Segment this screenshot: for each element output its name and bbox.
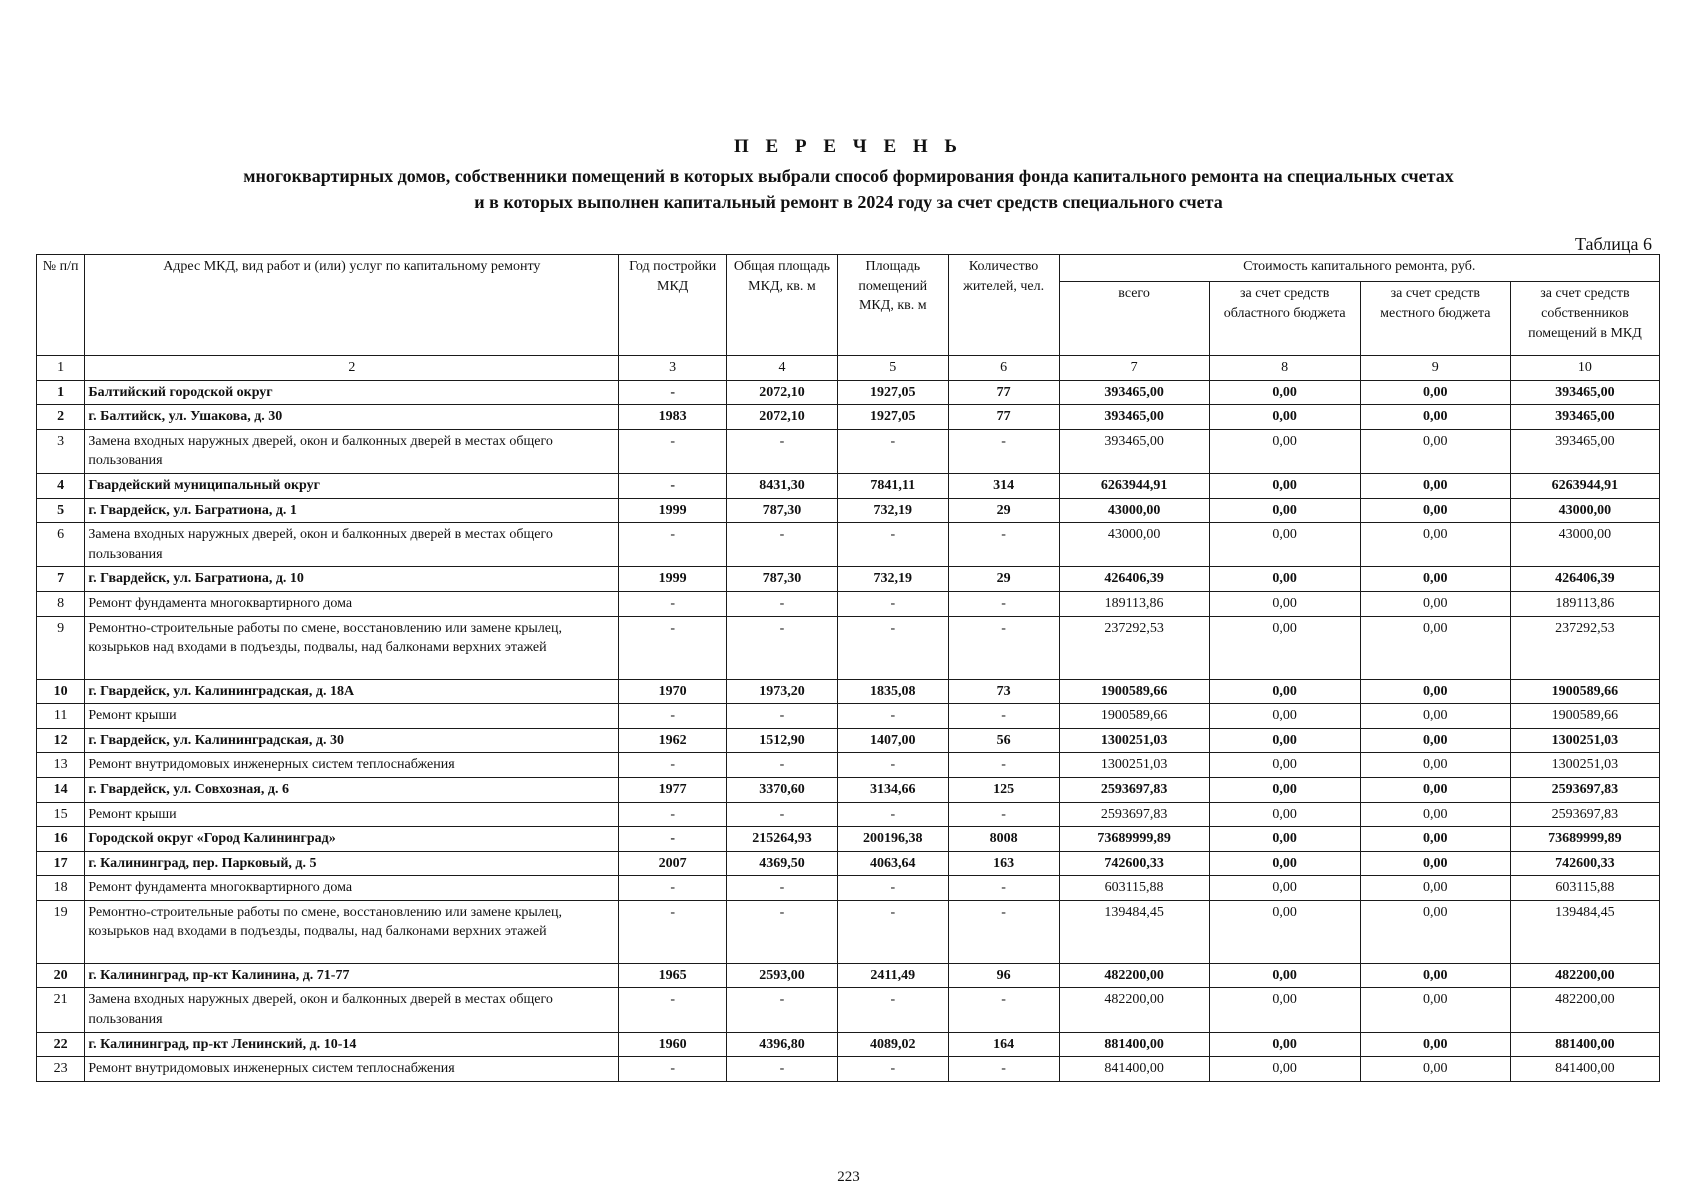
- table-row: [37, 616, 1660, 679]
- row-cost-total: 43000,00: [1059, 498, 1209, 523]
- row-address: Ремонт внутридомовых инженерных систем теплоснабжения: [85, 1057, 619, 1082]
- table-row: [37, 473, 1660, 498]
- row-cost-regional: 0,00: [1209, 567, 1360, 592]
- row-cost-total: 139484,45: [1059, 900, 1209, 963]
- row-total-area: 1973,20: [727, 679, 838, 704]
- row-cost-local: 0,00: [1360, 900, 1510, 963]
- row-cost-total: 742600,33: [1059, 851, 1209, 876]
- table-row: [37, 876, 1660, 901]
- row-cost-regional: 0,00: [1209, 380, 1360, 405]
- row-residents: 163: [948, 851, 1059, 876]
- column-number: 9: [1360, 356, 1510, 381]
- table-row: [37, 827, 1660, 852]
- row-number: 6: [37, 523, 85, 567]
- column-number: 1: [37, 356, 85, 381]
- row-premises-area: 2411,49: [837, 963, 948, 988]
- row-cost-regional: 0,00: [1209, 900, 1360, 963]
- row-address: Замена входных наружных дверей, окон и балконных дверей в местах общего пользования: [85, 988, 619, 1032]
- row-cost-owners: 482200,00: [1510, 988, 1659, 1032]
- row-residents: 29: [948, 498, 1059, 523]
- column-number: 4: [727, 356, 838, 381]
- row-premises-area: 732,19: [837, 567, 948, 592]
- row-cost-local: 0,00: [1360, 1032, 1510, 1057]
- row-premises-area: 1927,05: [837, 405, 948, 430]
- row-residents: -: [948, 753, 1059, 778]
- table-row: [37, 591, 1660, 616]
- row-year: -: [619, 616, 727, 679]
- document-subtitle-line-1: многоквартирных домов, собственники помещений в которых выбрали способ формирования фонда капитального ремонта на специальных счетах: [243, 166, 1454, 186]
- row-year: 1999: [619, 567, 727, 592]
- row-year: -: [619, 473, 727, 498]
- row-cost-owners: 1900589,66: [1510, 679, 1659, 704]
- table-row: [37, 405, 1660, 430]
- row-cost-total: 2593697,83: [1059, 802, 1209, 827]
- row-year: 1960: [619, 1032, 727, 1057]
- row-cost-local: 0,00: [1360, 523, 1510, 567]
- row-number: 11: [37, 704, 85, 729]
- table-row: [37, 704, 1660, 729]
- row-premises-area: -: [837, 753, 948, 778]
- row-year: -: [619, 988, 727, 1032]
- row-cost-owners: 2593697,83: [1510, 802, 1659, 827]
- row-cost-local: 0,00: [1360, 827, 1510, 852]
- row-total-area: 787,30: [727, 498, 838, 523]
- col-header-cost-regional: за счет средств областного бюджета: [1209, 282, 1360, 356]
- row-cost-total: 1300251,03: [1059, 728, 1209, 753]
- row-cost-total: 2593697,83: [1059, 777, 1209, 802]
- row-address: Городской округ «Город Калининград»: [85, 827, 619, 852]
- row-cost-regional: 0,00: [1209, 1057, 1360, 1082]
- row-number: 15: [37, 802, 85, 827]
- row-cost-total: 393465,00: [1059, 380, 1209, 405]
- row-cost-regional: 0,00: [1209, 876, 1360, 901]
- row-cost-owners: 1900589,66: [1510, 704, 1659, 729]
- row-year: 2007: [619, 851, 727, 876]
- row-residents: -: [948, 802, 1059, 827]
- row-year: -: [619, 876, 727, 901]
- row-number: 1: [37, 380, 85, 405]
- row-cost-owners: 482200,00: [1510, 963, 1659, 988]
- row-cost-owners: 189113,86: [1510, 591, 1659, 616]
- row-cost-local: 0,00: [1360, 728, 1510, 753]
- column-number: 2: [85, 356, 619, 381]
- row-address: г. Калининград, пр-кт Ленинский, д. 10-14: [85, 1032, 619, 1057]
- row-premises-area: 7841,11: [837, 473, 948, 498]
- row-total-area: 8431,30: [727, 473, 838, 498]
- row-cost-owners: 393465,00: [1510, 405, 1659, 430]
- row-cost-regional: 0,00: [1209, 753, 1360, 778]
- row-cost-local: 0,00: [1360, 876, 1510, 901]
- row-cost-owners: 73689999,89: [1510, 827, 1659, 852]
- row-residents: 125: [948, 777, 1059, 802]
- row-total-area: 787,30: [727, 567, 838, 592]
- row-cost-regional: 0,00: [1209, 498, 1360, 523]
- table-caption: Таблица 6: [1575, 234, 1652, 254]
- column-number: 3: [619, 356, 727, 381]
- row-cost-regional: 0,00: [1209, 851, 1360, 876]
- row-cost-local: 0,00: [1360, 616, 1510, 679]
- row-cost-owners: 237292,53: [1510, 616, 1659, 679]
- row-cost-total: 43000,00: [1059, 523, 1209, 567]
- row-cost-local: 0,00: [1360, 498, 1510, 523]
- col-header-year: Год постройки МКД: [619, 255, 727, 356]
- row-address: г. Балтийск, ул. Ушакова, д. 30: [85, 405, 619, 430]
- row-residents: 77: [948, 380, 1059, 405]
- table-row: [37, 429, 1660, 473]
- row-cost-owners: 1300251,03: [1510, 728, 1659, 753]
- row-year: -: [619, 827, 727, 852]
- row-number: 3: [37, 429, 85, 473]
- row-year: 1962: [619, 728, 727, 753]
- table-row: [37, 1032, 1660, 1057]
- table-row: [37, 988, 1660, 1032]
- row-cost-total: 6263944,91: [1059, 473, 1209, 498]
- row-cost-total: 1900589,66: [1059, 679, 1209, 704]
- row-year: -: [619, 802, 727, 827]
- row-cost-total: 603115,88: [1059, 876, 1209, 901]
- row-address: Замена входных наружных дверей, окон и балконных дверей в местах общего пользования: [85, 523, 619, 567]
- row-premises-area: -: [837, 876, 948, 901]
- row-cost-regional: 0,00: [1209, 777, 1360, 802]
- row-residents: 73: [948, 679, 1059, 704]
- row-address: Ремонт внутридомовых инженерных систем теплоснабжения: [85, 753, 619, 778]
- row-number: 20: [37, 963, 85, 988]
- row-residents: 56: [948, 728, 1059, 753]
- row-total-area: -: [727, 988, 838, 1032]
- row-cost-total: 73689999,89: [1059, 827, 1209, 852]
- row-cost-owners: 393465,00: [1510, 380, 1659, 405]
- row-cost-owners: 1300251,03: [1510, 753, 1659, 778]
- row-residents: -: [948, 988, 1059, 1032]
- row-number: 9: [37, 616, 85, 679]
- row-cost-owners: 603115,88: [1510, 876, 1659, 901]
- row-residents: -: [948, 523, 1059, 567]
- row-address: Балтийский городской округ: [85, 380, 619, 405]
- row-premises-area: -: [837, 429, 948, 473]
- row-cost-regional: 0,00: [1209, 802, 1360, 827]
- row-number: 12: [37, 728, 85, 753]
- row-cost-total: 881400,00: [1059, 1032, 1209, 1057]
- table-row: [37, 523, 1660, 567]
- col-header-premises-area: Площадь помещений МКД, кв. м: [837, 255, 948, 356]
- row-number: 8: [37, 591, 85, 616]
- row-cost-owners: 6263944,91: [1510, 473, 1659, 498]
- row-cost-total: 426406,39: [1059, 567, 1209, 592]
- row-number: 10: [37, 679, 85, 704]
- row-total-area: 1512,90: [727, 728, 838, 753]
- row-address: г. Гвардейск, ул. Багратиона, д. 1: [85, 498, 619, 523]
- table-row: [37, 963, 1660, 988]
- row-cost-regional: 0,00: [1209, 679, 1360, 704]
- row-cost-regional: 0,00: [1209, 827, 1360, 852]
- row-cost-regional: 0,00: [1209, 963, 1360, 988]
- row-number: 18: [37, 876, 85, 901]
- row-number: 5: [37, 498, 85, 523]
- col-header-total-area: Общая площадь МКД, кв. м: [727, 255, 838, 356]
- row-residents: 96: [948, 963, 1059, 988]
- row-premises-area: 1407,00: [837, 728, 948, 753]
- table-row: [37, 851, 1660, 876]
- row-cost-regional: 0,00: [1209, 1032, 1360, 1057]
- row-cost-total: 189113,86: [1059, 591, 1209, 616]
- col-header-cost-group: Стоимость капитального ремонта, руб.: [1059, 255, 1659, 282]
- row-number: 4: [37, 473, 85, 498]
- row-premises-area: 1927,05: [837, 380, 948, 405]
- row-year: -: [619, 704, 727, 729]
- row-number: 14: [37, 777, 85, 802]
- row-total-area: -: [727, 523, 838, 567]
- row-number: 23: [37, 1057, 85, 1082]
- row-residents: -: [948, 900, 1059, 963]
- row-address: г. Гвардейск, ул. Калининградская, д. 30: [85, 728, 619, 753]
- row-address: г. Гвардейск, ул. Калининградская, д. 18А: [85, 679, 619, 704]
- row-total-area: 2593,00: [727, 963, 838, 988]
- row-total-area: -: [727, 591, 838, 616]
- col-header-num: № п/п: [37, 255, 85, 356]
- row-cost-local: 0,00: [1360, 704, 1510, 729]
- row-number: 7: [37, 567, 85, 592]
- row-number: 19: [37, 900, 85, 963]
- column-number: 8: [1209, 356, 1360, 381]
- row-premises-area: -: [837, 802, 948, 827]
- row-residents: -: [948, 704, 1059, 729]
- row-cost-local: 0,00: [1360, 802, 1510, 827]
- row-year: 1970: [619, 679, 727, 704]
- row-premises-area: 4063,64: [837, 851, 948, 876]
- page-number: 223: [837, 1169, 860, 1185]
- row-cost-local: 0,00: [1360, 851, 1510, 876]
- row-address: Ремонтно-строительные работы по смене, восстановлению или замене крылец, козырьков над входами в подъезды, подвалы, над балконами верхних этажей: [85, 900, 619, 963]
- row-premises-area: -: [837, 591, 948, 616]
- row-number: 2: [37, 405, 85, 430]
- row-total-area: -: [727, 753, 838, 778]
- row-total-area: 3370,60: [727, 777, 838, 802]
- row-cost-regional: 0,00: [1209, 523, 1360, 567]
- row-cost-regional: 0,00: [1209, 704, 1360, 729]
- col-header-cost-total: всего: [1059, 282, 1209, 356]
- row-cost-local: 0,00: [1360, 567, 1510, 592]
- row-address: г. Калининград, пр-кт Калинина, д. 71-77: [85, 963, 619, 988]
- table-body: [37, 380, 1660, 1081]
- row-year: -: [619, 429, 727, 473]
- row-number: 22: [37, 1032, 85, 1057]
- row-cost-local: 0,00: [1360, 405, 1510, 430]
- col-header-cost-owners: за счет средств собственников помещений в МКД: [1510, 282, 1659, 356]
- row-premises-area: -: [837, 523, 948, 567]
- row-cost-total: 482200,00: [1059, 963, 1209, 988]
- row-premises-area: -: [837, 704, 948, 729]
- row-total-area: 2072,10: [727, 405, 838, 430]
- row-cost-local: 0,00: [1360, 429, 1510, 473]
- row-address: Ремонт фундамента многоквартирного дома: [85, 876, 619, 901]
- row-cost-regional: 0,00: [1209, 616, 1360, 679]
- row-year: -: [619, 900, 727, 963]
- row-total-area: -: [727, 900, 838, 963]
- row-premises-area: 200196,38: [837, 827, 948, 852]
- row-address: Ремонт фундамента многоквартирного дома: [85, 591, 619, 616]
- row-year: 1999: [619, 498, 727, 523]
- row-cost-regional: 0,00: [1209, 728, 1360, 753]
- table-row: [37, 1057, 1660, 1082]
- row-cost-regional: 0,00: [1209, 473, 1360, 498]
- row-address: г. Гвардейск, ул. Совхозная, д. 6: [85, 777, 619, 802]
- row-cost-local: 0,00: [1360, 1057, 1510, 1082]
- col-header-residents: Количество жителей, чел.: [948, 255, 1059, 356]
- row-cost-regional: 0,00: [1209, 591, 1360, 616]
- row-year: -: [619, 380, 727, 405]
- column-number: 5: [837, 356, 948, 381]
- document-subtitle-line-2: и в которых выполнен капитальный ремонт в 2024 году за счет средств специального счета: [474, 192, 1223, 212]
- row-residents: -: [948, 1057, 1059, 1082]
- row-residents: -: [948, 616, 1059, 679]
- row-total-area: -: [727, 1057, 838, 1082]
- row-address: г. Гвардейск, ул. Багратиона, д. 10: [85, 567, 619, 592]
- row-total-area: 2072,10: [727, 380, 838, 405]
- row-cost-local: 0,00: [1360, 591, 1510, 616]
- row-cost-owners: 2593697,83: [1510, 777, 1659, 802]
- row-cost-local: 0,00: [1360, 380, 1510, 405]
- row-cost-local: 0,00: [1360, 988, 1510, 1032]
- col-header-cost-local: за счет средств местного бюджета: [1360, 282, 1510, 356]
- row-number: 21: [37, 988, 85, 1032]
- row-cost-owners: 841400,00: [1510, 1057, 1659, 1082]
- row-total-area: -: [727, 616, 838, 679]
- row-premises-area: -: [837, 1057, 948, 1082]
- row-total-area: 4396,80: [727, 1032, 838, 1057]
- table-row: [37, 380, 1660, 405]
- row-premises-area: 1835,08: [837, 679, 948, 704]
- row-residents: 8008: [948, 827, 1059, 852]
- row-year: 1977: [619, 777, 727, 802]
- row-cost-owners: 393465,00: [1510, 429, 1659, 473]
- row-cost-local: 0,00: [1360, 473, 1510, 498]
- row-year: -: [619, 591, 727, 616]
- table-row: [37, 900, 1660, 963]
- row-residents: -: [948, 591, 1059, 616]
- column-number-row: [37, 356, 1660, 381]
- row-premises-area: 4089,02: [837, 1032, 948, 1057]
- row-cost-total: 393465,00: [1059, 429, 1209, 473]
- row-cost-regional: 0,00: [1209, 405, 1360, 430]
- column-number: 7: [1059, 356, 1209, 381]
- row-year: 1983: [619, 405, 727, 430]
- row-total-area: -: [727, 429, 838, 473]
- row-cost-total: 841400,00: [1059, 1057, 1209, 1082]
- row-cost-local: 0,00: [1360, 753, 1510, 778]
- row-year: -: [619, 523, 727, 567]
- row-premises-area: 732,19: [837, 498, 948, 523]
- row-total-area: -: [727, 876, 838, 901]
- row-cost-regional: 0,00: [1209, 988, 1360, 1032]
- row-total-area: 215264,93: [727, 827, 838, 852]
- table-row: [37, 498, 1660, 523]
- row-residents: 29: [948, 567, 1059, 592]
- row-residents: -: [948, 429, 1059, 473]
- row-cost-local: 0,00: [1360, 963, 1510, 988]
- column-number: 6: [948, 356, 1059, 381]
- repair-table: [36, 254, 1660, 1082]
- table-row: [37, 567, 1660, 592]
- row-address: Ремонт крыши: [85, 704, 619, 729]
- row-address: Ремонтно-строительные работы по смене, восстановлению или замене крылец, козырьков над входами в подъезды, подвалы, над балконами верхних этажей: [85, 616, 619, 679]
- row-number: 13: [37, 753, 85, 778]
- row-premises-area: -: [837, 616, 948, 679]
- row-cost-owners: 881400,00: [1510, 1032, 1659, 1057]
- row-cost-owners: 43000,00: [1510, 498, 1659, 523]
- table-row: [37, 679, 1660, 704]
- row-year: 1965: [619, 963, 727, 988]
- row-total-area: 4369,50: [727, 851, 838, 876]
- col-header-address: Адрес МКД, вид работ и (или) услуг по капитальному ремонту: [85, 255, 619, 356]
- row-address: Ремонт крыши: [85, 802, 619, 827]
- row-address: Гвардейский муниципальный округ: [85, 473, 619, 498]
- row-residents: 77: [948, 405, 1059, 430]
- row-cost-owners: 139484,45: [1510, 900, 1659, 963]
- row-residents: 314: [948, 473, 1059, 498]
- row-address: г. Калининград, пер. Парковый, д. 5: [85, 851, 619, 876]
- document-title: П Е Р Е Ч Е Н Ь: [734, 136, 963, 157]
- row-cost-total: 393465,00: [1059, 405, 1209, 430]
- row-premises-area: -: [837, 900, 948, 963]
- table-row: [37, 728, 1660, 753]
- table-row: [37, 777, 1660, 802]
- table-header: [37, 255, 1660, 381]
- row-cost-owners: 742600,33: [1510, 851, 1659, 876]
- row-premises-area: -: [837, 988, 948, 1032]
- row-cost-local: 0,00: [1360, 679, 1510, 704]
- row-cost-total: 482200,00: [1059, 988, 1209, 1032]
- row-address: Замена входных наружных дверей, окон и балконных дверей в местах общего пользования: [85, 429, 619, 473]
- row-year: -: [619, 1057, 727, 1082]
- row-cost-owners: 426406,39: [1510, 567, 1659, 592]
- row-cost-total: 237292,53: [1059, 616, 1209, 679]
- row-total-area: -: [727, 802, 838, 827]
- row-total-area: -: [727, 704, 838, 729]
- row-cost-regional: 0,00: [1209, 429, 1360, 473]
- row-cost-total: 1900589,66: [1059, 704, 1209, 729]
- row-cost-local: 0,00: [1360, 777, 1510, 802]
- row-number: 17: [37, 851, 85, 876]
- row-premises-area: 3134,66: [837, 777, 948, 802]
- row-cost-owners: 43000,00: [1510, 523, 1659, 567]
- table-row: [37, 753, 1660, 778]
- row-cost-total: 1300251,03: [1059, 753, 1209, 778]
- row-residents: -: [948, 876, 1059, 901]
- column-number: 10: [1510, 356, 1659, 381]
- row-year: -: [619, 753, 727, 778]
- row-number: 16: [37, 827, 85, 852]
- row-residents: 164: [948, 1032, 1059, 1057]
- table-row: [37, 802, 1660, 827]
